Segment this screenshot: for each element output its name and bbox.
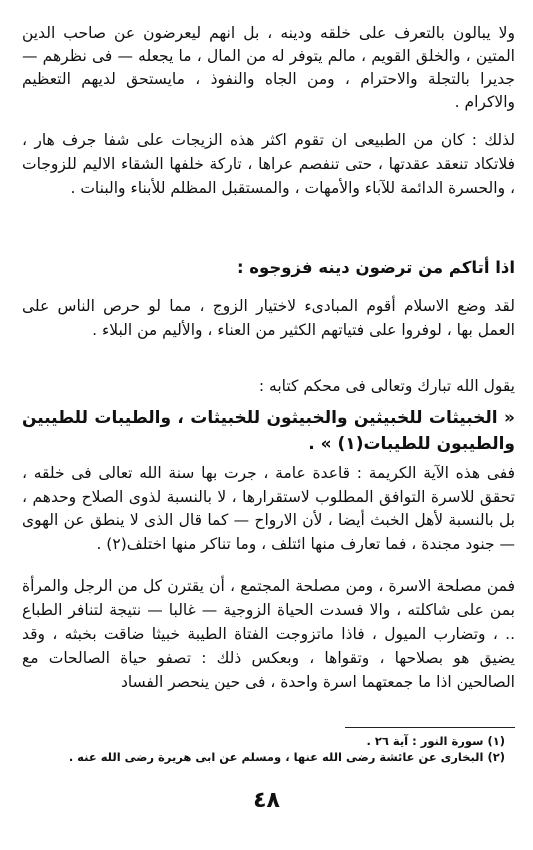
footnote-1: (١) سورة النور : آية ٢٦ . bbox=[366, 734, 505, 748]
paragraph-6: فمن مصلحة الاسرة ، ومن مصلحة المجتمع ، أن يقترن كل من الرجل والمرأة بمن على شاكلته ، والا فسدت الحياة الزوجية — غالبا — نتيجة لتنافر الطباع .. ، وتضارب الميول ، فاذا ماتزوجت الفتاة الطيبة خبيثا ضاقت بخبثه ، وقد يضيق هو بصلاحها ، وتقواها ، وبعكس ذلك : تصفو حياة الصالحات مع الصالحين اذا ما جمعتهما اسرة واحدة ، فى حين ينحصر الفساد bbox=[22, 577, 515, 691]
paragraph-2: لذلك : كان من الطبيعى ان تقوم اكثر هذه الزيجات على شفا جرف هار ، فلاتكاد تنعقد عقدتها ، حتى تنفصم عراها ، تاركة خلفها الشقاء الاليم للزوجات ، والحسرة الدائمة للآباء والأمهات ، والمستقبل المظلم للأبناء والبنات . bbox=[22, 131, 515, 197]
quran-verse: « الخبيثات للخبيثين والخبيثون للخبيثات ، والطيبات للطيبين والطيبون للطيبات(١) » . bbox=[22, 408, 515, 454]
paragraph-3: لقد وضع الاسلام أقوم المبادىء لاختيار الزوج ، مما لو حرص الناس على العمل بها ، لوفروا على فتياتهم الكثير من العناء ، والأليم من البلاء . bbox=[22, 297, 515, 339]
footnote-divider bbox=[345, 727, 515, 728]
paragraph-4: يقول الله تبارك وتعالى فى محكم كتابه : bbox=[258, 377, 515, 395]
page-number: ٤٨ bbox=[253, 788, 280, 813]
footnote-2: (٢) البخارى عن عائشة رضى الله عنها ، ومسلم عن ابى هريرة رضى الله عنه . bbox=[68, 750, 505, 764]
footnotes bbox=[22, 733, 505, 765]
paragraph-1: ولا يبالون بالتعرف على خلقه ودينه ، بل انهم ليعرضون عن صاحب الدين المتين ، والخلق القويم ، مالم يتوفر له من المال ، ما يجعله — فى نظرهم — جديرا بالتجلة والاحترام ، ومن الجاه والنفوذ ، مايستحق لديهم التعظيم والاكرام . bbox=[22, 24, 515, 111]
section-heading: اذا أتاكم من ترضون دينه فزوجوه : bbox=[236, 258, 515, 277]
paragraph-5: ففى هذه الآية الكريمة : قاعدة عامة ، جرت بها سنة الله تعالى فى خلقه ، تحقق للاسرة التوافق المطلوب لاستقرارها ، لا بالنسبة لذوى الصلاح وحدهم ، بل بالنسبة لأهل الخبث أيضا ، لأن الارواح — كما قال الذى لا ينطق عن الهوى — جنود مجندة ، فما تعارف منها ائتلف ، وما تناكر منها اختلف(٢) . bbox=[22, 464, 515, 553]
